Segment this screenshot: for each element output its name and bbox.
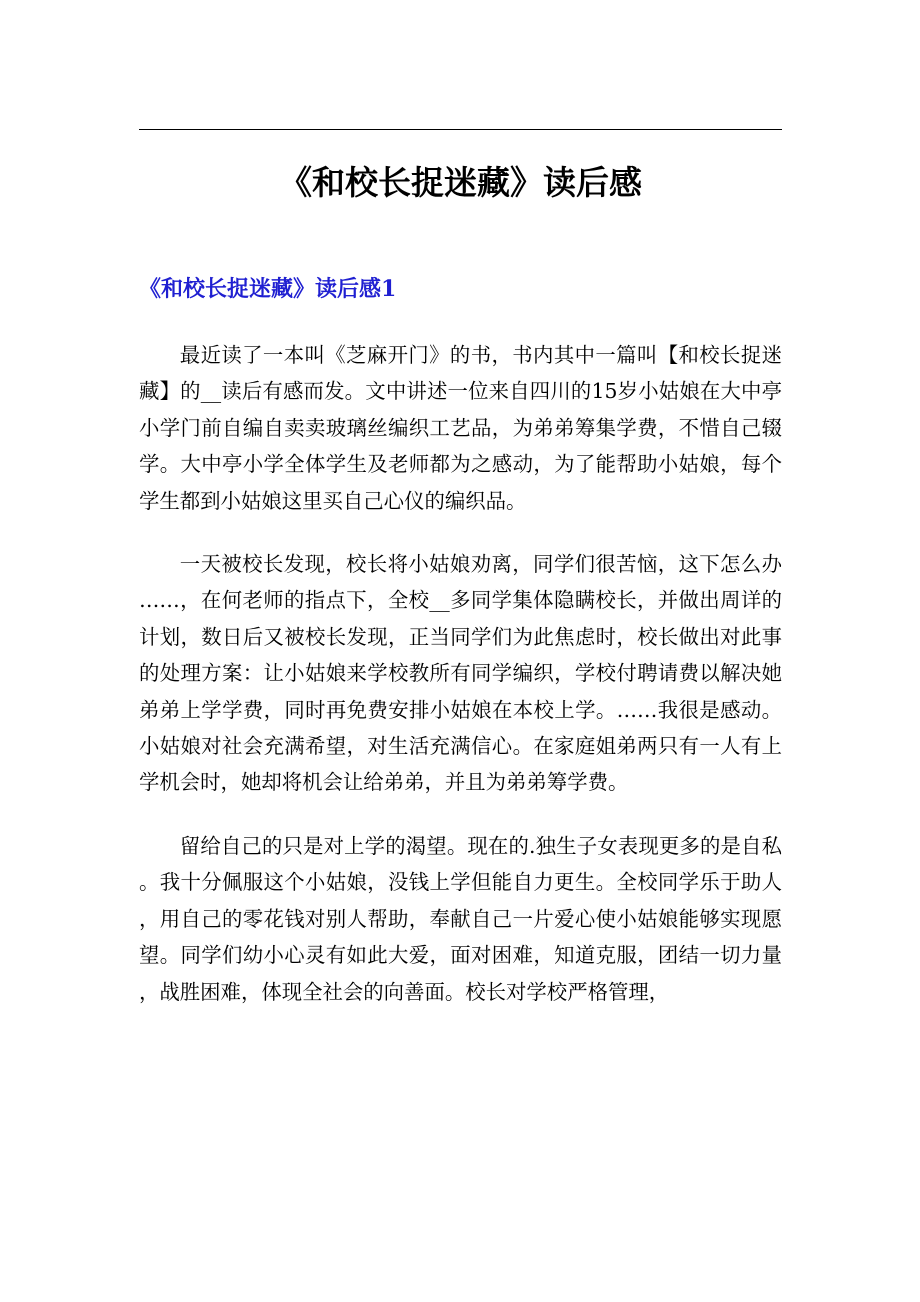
section-heading: 《和校长捉迷藏》读后感1 [139, 276, 397, 302]
paragraph-3: 留给自己的只是对上学的渴望。现在的.独生子女表现更多的是自私。我十分佩服这个小姑娘，没钱上学但能自力更生。全校同学乐于助人，用自己的零花钱对别人帮助，奉献自己一片爱心使小姑娘能够实现愿望。同学们幼小心灵有如此大爱，面对困难，知道克服，团结一切力量，战胜困难，体现全社会的向善面。校长对学校严格管理， [139, 833, 782, 1004]
paragraph-1: 最近读了一本叫《芝麻开门》的书，书内其中一篇叫【和校长捉迷藏】的__读后有感而发。文中讲述一位来自四川的15岁小姑娘在大中亭小学门前自编自卖卖玻璃丝编织工艺品，为弟弟筹集学费，不惜自己辍学。大中亭小学全体学生及老师都为之感动，为了能帮助小姑娘，每个学生都到小姑娘这里买自己心仪的编织品。 [139, 343, 782, 513]
document-title: 《和校长捉迷藏》读后感 [279, 163, 642, 202]
document-body [139, 337, 782, 1037]
header-rule [139, 129, 782, 130]
paragraph-2: 一天被校长发现，校长将小姑娘劝离，同学们很苦恼，这下怎么办……，在何老师的指点下，全校__多同学集体隐瞒校长，并做出周详的计划，数日后又被校长发现，正当同学们为此焦虑时，校长做出对此事的处理方案：让小姑娘来学校教所有同学编织，学校付聘请费以解决她弟弟上学学费，同时再免费安排小姑娘在本校上学。……我很是感动。小姑娘对社会充满希望，对生活充满信心。在家庭姐弟两只有一人有上学机会时，她却将机会让给弟弟，并且为弟弟筹学费。 [139, 552, 782, 795]
